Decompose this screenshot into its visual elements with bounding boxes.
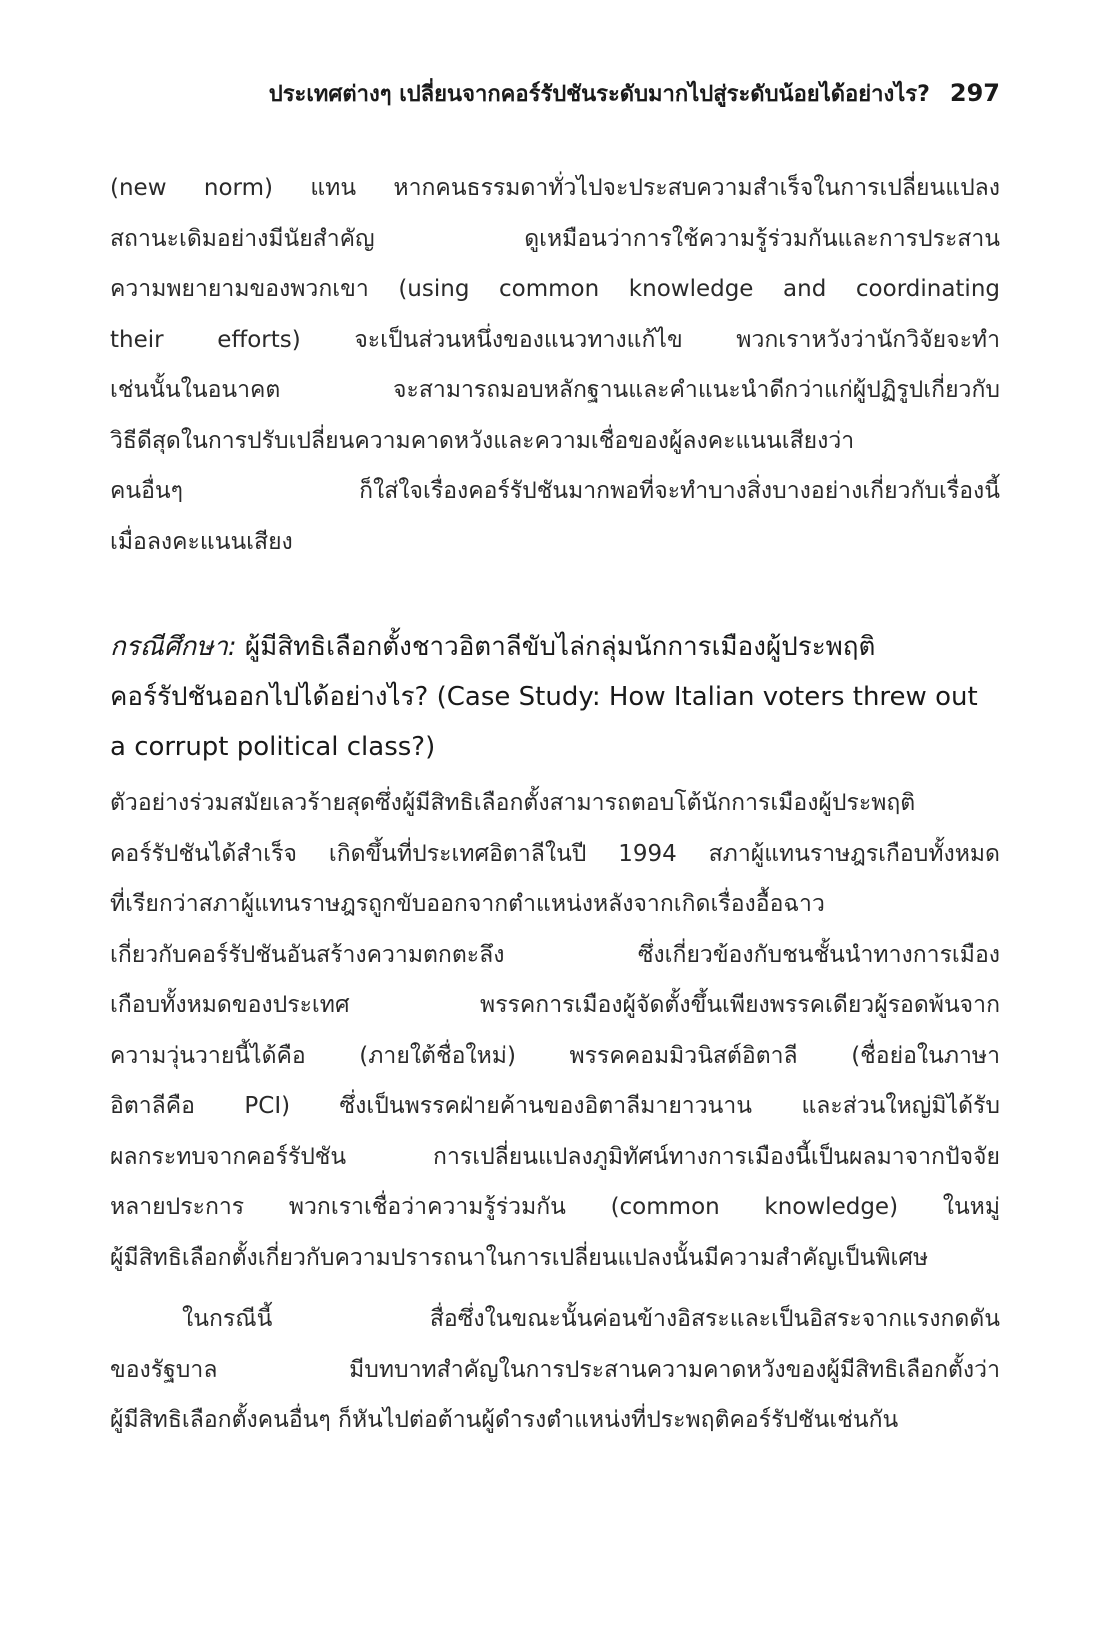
- heading-text: ผู้มีสิทธิเลือกตั้งชาวอิตาลีขับไล่กลุ่มนักการเมืองผู้ประพฤติ: [236, 632, 876, 662]
- paragraph-line: ความวุ่นวายนี้ได้คือ (ภายใต้ชื่อใหม่) พรรคคอมมิวนิสต์อิตาลี (ชื่อย่อในภาษา: [110, 1042, 1000, 1069]
- paragraph-line: ผู้มีสิทธิเลือกตั้งเกี่ยวกับความปรารถนาในการเปลี่ยนแปลงนั้นมีความสำคัญเป็นพิเศษ: [110, 1244, 929, 1271]
- paragraph-line: ที่เรียกว่าสภาผู้แทนราษฎรถูกขับออกจากตำแหน่งหลังจากเกิดเรื่องอื้อฉาว: [110, 891, 825, 917]
- paragraph-line: คอร์รัปชันได้สำเร็จ เกิดขึ้นที่ประเทศอิตาลีในปี 1994 สภาผู้แทนราษฎรเกือบทั้งหมด: [110, 840, 1000, 867]
- paragraph-line: ความพยายามของพวกเขา (using common knowledge and coordinating: [110, 276, 1000, 302]
- paragraph-line: their efforts) จะเป็นส่วนหนึ่งของแนวทางแก้ไข พวกเราหวังว่านักวิจัยจะทำ: [110, 326, 1000, 353]
- paragraph-line: ผู้มีสิทธิเลือกตั้งคนอื่นๆ ก็หันไปต่อต้านผู้ดำรงตำแหน่งที่ประพฤติคอร์รัปชันเช่นกัน: [110, 1407, 899, 1433]
- paragraph-line: ของรัฐบาล มีบทบาทสำคัญในการประสานความคาดหวังของผู้มีสิทธิเลือกตั้งว่า: [110, 1356, 1000, 1383]
- case-paragraph: [110, 778, 1000, 1283]
- heading-line: คอร์รัปชันออกไปได้อย่างไร? (Case Study: How Italian voters threw out: [110, 682, 978, 712]
- case-study-heading: [110, 622, 990, 772]
- paragraph-line: เช่นนั้นในอนาคต จะสามารถมอบหลักฐานและคำแนะนำดีกว่าแก่ผู้ปฏิรูปเกี่ยวกับ: [110, 377, 1000, 403]
- paragraph-line: วิธีดีสุดในการปรับเปลี่ยนความคาดหวังและความเชื่อของผู้ลงคะแนนเสียงว่า: [110, 427, 855, 454]
- paragraph-line: อิตาลีคือ PCI) ซึ่งเป็นพรรคฝ่ายค้านของอิตาลีมายาวนาน และส่วนใหญ่มิได้รับ: [110, 1093, 1000, 1119]
- paragraph-line: ตัวอย่างร่วมสมัยเลวร้ายสุดซึ่งผู้มีสิทธิเลือกตั้งสามารถตอบโต้นักการเมืองผู้ประพฤติ: [110, 790, 916, 816]
- media-paragraph: [110, 1294, 1000, 1446]
- running-title: ประเทศต่างๆ เปลี่ยนจากคอร์รัปชันระดับมากไปสู่ระดับน้อยได้อย่างไร?: [268, 82, 930, 107]
- paragraph-line: สถานะเดิมอย่างมีนัยสำคัญ ดูเหมือนว่าการใช้ความรู้ร่วมกันและการประสาน: [110, 225, 1000, 252]
- paragraph-line: เกือบทั้งหมดของประเทศ พรรคการเมืองผู้จัดตั้งขึ้นเพียงพรรคเดียวผู้รอดพ้นจาก: [110, 992, 1000, 1018]
- case-study-lead: กรณีศึกษา:: [110, 632, 237, 662]
- heading-line: [110, 622, 990, 672]
- paragraph-line: ในกรณีนี้ สื่อซึ่งในขณะนั้นค่อนข้างอิสระและเป็นอิสระจากแรงกดดัน: [182, 1306, 1000, 1332]
- paragraph-line: เมื่อลงคะแนนเสียง: [110, 528, 293, 555]
- paragraph-line: เกี่ยวกับคอร์รัปชันอันสร้างความตกตะลึง ซึ่งเกี่ยวข้องกับชนชั้นนำทางการเมือง: [110, 941, 1000, 968]
- paragraph-line: หลายประการ พวกเราเชื่อว่าความรู้ร่วมกัน (common knowledge) ในหมู่: [110, 1194, 1000, 1220]
- paragraph-line: ผลกระทบจากคอร์รัปชัน การเปลี่ยนแปลงภูมิทัศน์ทางการเมืองนี้เป็นผลมาจากปัจจัย: [110, 1143, 1000, 1170]
- page-number: 297: [949, 79, 1000, 107]
- paragraph-line: คนอื่นๆ ก็ใส่ใจเรื่องคอร์รัปชันมากพอที่จะทำบางสิ่งบางอย่างเกี่ยวกับเรื่องนี้: [110, 478, 1000, 504]
- heading-line: a corrupt political class?): [110, 732, 436, 762]
- intro-paragraph: [110, 163, 1000, 567]
- running-header: [110, 76, 1000, 111]
- paragraph-line: (new norm) แทน หากคนธรรมดาทั่วไปจะประสบความสำเร็จในการเปลี่ยนแปลง: [110, 175, 1000, 201]
